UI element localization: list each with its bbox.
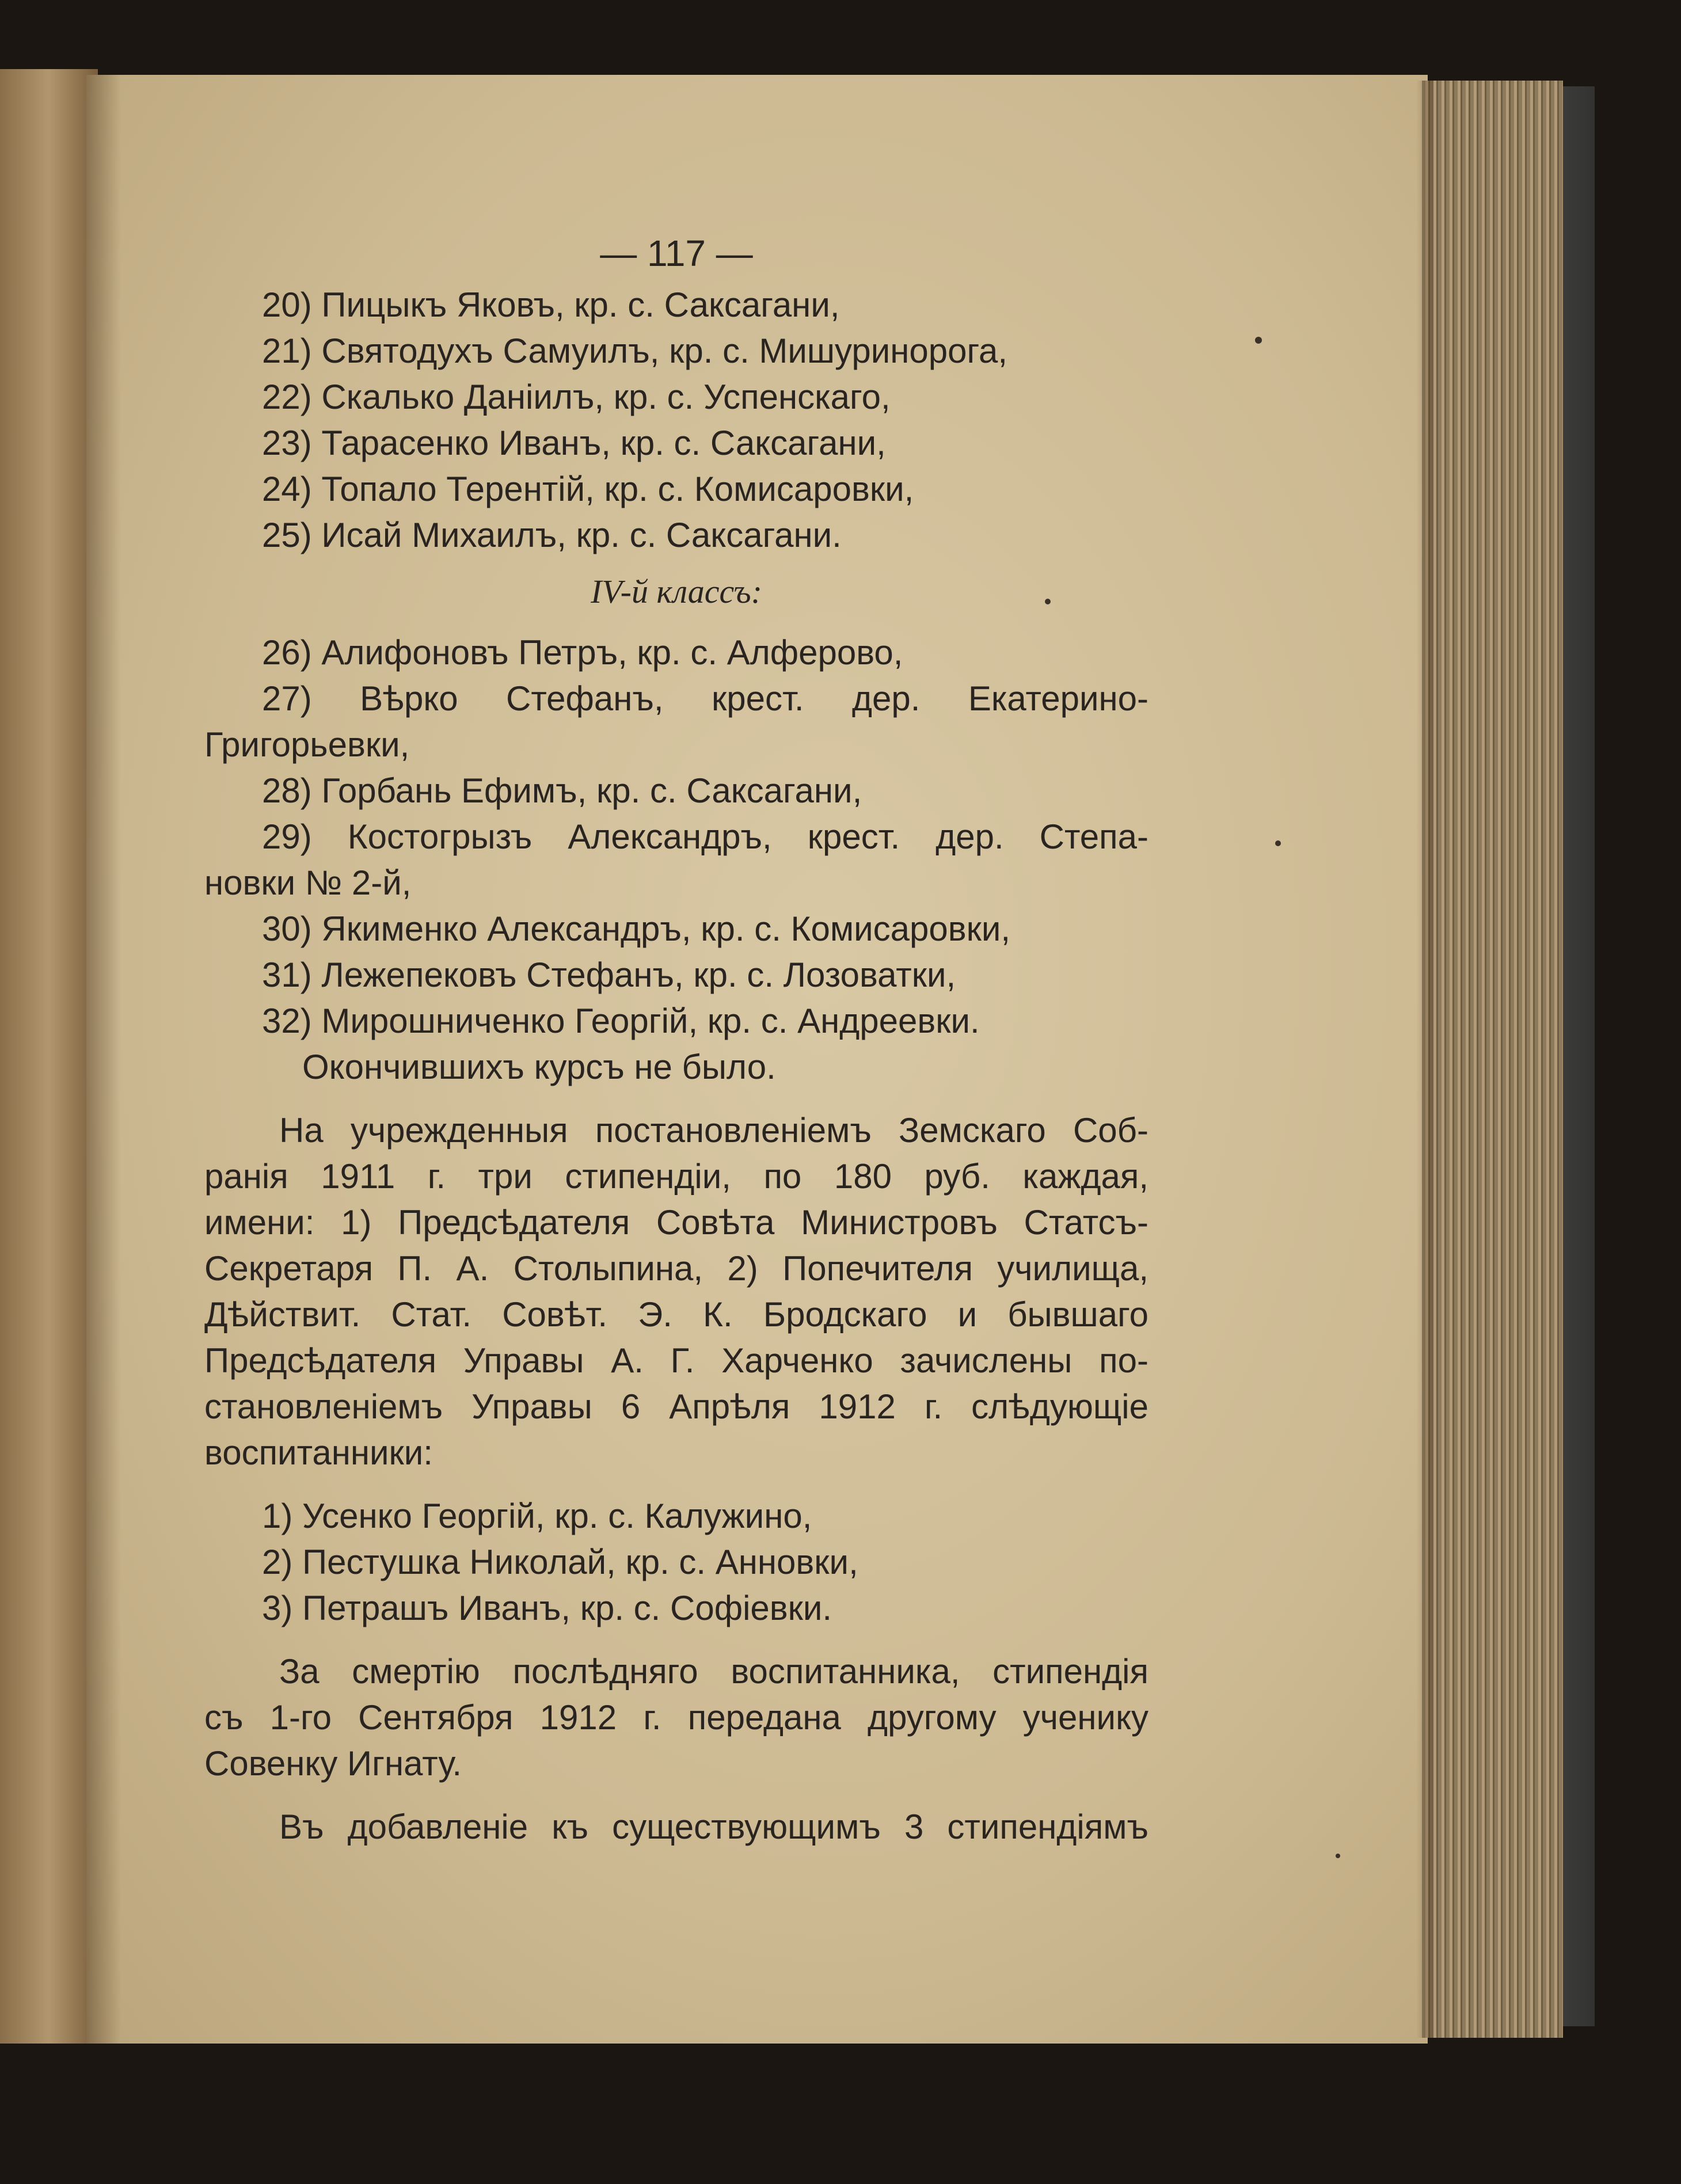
left-page-edge <box>0 69 98 2044</box>
paragraph-line: Предсѣдателя Управы А. Г. Харченко зачислены по- <box>204 1341 1148 1380</box>
list-item: 3) Петрашъ Иванъ, кр. с. Софіевки. <box>262 1589 832 1627</box>
list-item: 25) Исай Михаилъ, кр. с. Саксагани. <box>262 516 842 554</box>
paper-speck <box>1336 1854 1340 1858</box>
page-text <box>204 230 1148 1850</box>
page-number: — 117 — <box>600 233 753 274</box>
paragraph-line: Въ добавленіе къ существующимъ 3 стипендіямъ <box>279 1808 1148 1846</box>
list-item: 23) Тарасенко Иванъ, кр. с. Саксагани, <box>262 424 886 462</box>
paper-speck <box>1255 337 1262 344</box>
list-item: 1) Усенко Георгій, кр. с. Калужино, <box>262 1497 812 1535</box>
list-item: 32) Мирошниченко Георгій, кр. с. Андреевки. <box>262 1002 980 1040</box>
paragraph-line: Секретаря П. А. Столыпина, 2) Попечителя училища, <box>204 1249 1148 1288</box>
paragraph-line: На учрежденныя постановленіемъ Земскаго Соб- <box>279 1111 1148 1150</box>
page-edge-shadow <box>1416 81 1433 2038</box>
list-item: 24) Топало Терентій, кр. с. Комисаровки, <box>262 470 914 508</box>
paragraph-line: имени: 1) Предсѣдателя Совѣта Министровъ Статсъ- <box>204 1203 1148 1242</box>
list-item: 22) Скалько Даніилъ, кр. с. Успенскаго, <box>262 378 891 416</box>
paragraph-line: Совенку Игнату. <box>204 1744 462 1783</box>
paragraph-line: становленіемъ Управы 6 Апрѣля 1912 г. слѣдующіе <box>204 1387 1148 1426</box>
paragraph-line: Дѣйствит. Стат. Совѣт. Э. К. Бродскаго и бывшаго <box>204 1295 1148 1334</box>
paper-speck <box>1275 840 1281 846</box>
paragraph-line: съ 1-го Сентября 1912 г. передана другому ученику <box>204 1698 1148 1737</box>
list-item: 28) Горбань Ефимъ, кр. с. Саксагани, <box>262 771 862 810</box>
list-item: 29) Костогрызъ Александръ, крест. дер. Степа- <box>262 817 1148 856</box>
list-item: 27) Вѣрко Стефанъ, крест. дер. Екатерино- <box>262 679 1148 718</box>
page-stack-edge <box>1422 81 1563 2038</box>
paragraph-line: воспитанники: <box>204 1433 433 1472</box>
graduates-note: Окончившихъ курсъ не было. <box>302 1048 776 1086</box>
paragraph-addition <box>204 1804 1148 1850</box>
list-item-continuation: Григорьевки, <box>204 725 410 764</box>
list-item: 31) Лежепековъ Стефанъ, кр. с. Лозоватки, <box>262 956 956 994</box>
list-item: 26) Алифоновъ Петръ, кр. с. Алферово, <box>262 633 903 672</box>
list-item: 30) Якименко Александръ, кр. с. Комисаровки, <box>262 910 1011 948</box>
list-item-continuation: новки № 2-й, <box>204 863 412 902</box>
list-item: 20) Пицыкъ Яковъ, кр. с. Саксагани, <box>262 286 840 324</box>
page-gutter-shadow <box>86 75 121 2044</box>
paragraph-line: ранія 1911 г. три стипендіи, по 180 руб. каждая, <box>204 1157 1148 1196</box>
paragraph-stipends <box>204 1108 1148 1476</box>
list-item: 21) Святодухъ Самуилъ, кр. с. Мишуринорога, <box>262 332 1008 370</box>
class-heading: IV-й классъ: <box>591 573 762 610</box>
paragraph-line: За смертію послѣдняго воспитанника, стипендія <box>279 1652 1148 1691</box>
list-item: 2) Пестушка Николай, кр. с. Анновки, <box>262 1543 858 1581</box>
paragraph-death <box>204 1649 1148 1787</box>
